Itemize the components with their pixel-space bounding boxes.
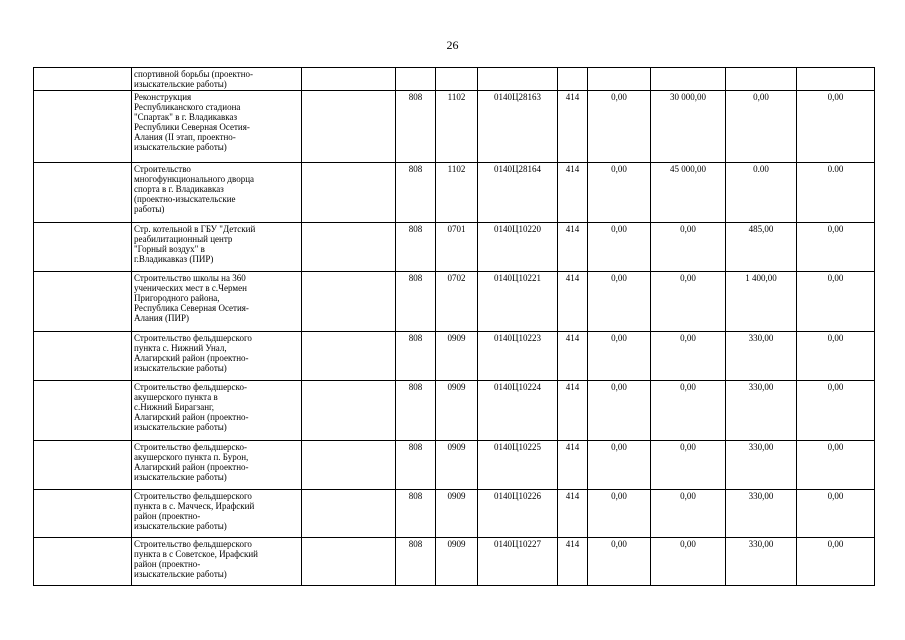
target-code-cell: 0140Ц28163 [478,91,558,163]
amount-4-cell: 0,00 [797,91,875,163]
target-code-cell: 0140Ц10223 [478,332,558,381]
ministry-code-cell: 808 [396,538,436,586]
section-code-cell: 0909 [436,332,478,381]
table-row [34,163,875,223]
blank-cell [34,163,132,223]
amount-3-cell: 0,00 [726,91,797,163]
blank-cell [34,490,132,538]
target-code-cell: 0140Ц10227 [478,538,558,586]
amount-4-cell: 0,00 [797,272,875,332]
amount-4-cell: 0,00 [797,381,875,441]
blank-cell [302,538,396,586]
amount-4-cell: 0,00 [797,332,875,381]
expense-type-cell: 414 [558,381,588,441]
amount-2-cell: 0,00 [651,538,726,586]
table-row [34,381,875,441]
amount-1-cell: 0,00 [588,490,651,538]
amount-1-cell [588,68,651,91]
item-name-cell: Строительство школы на 360 ученических мест в с.Чермен Пригородного района, Республика Северная Осетия- Алания (ПИР) [132,272,302,332]
amount-1-cell: 0,00 [588,163,651,223]
table-row [34,272,875,332]
ministry-code-cell: 808 [396,332,436,381]
blank-cell [34,381,132,441]
ministry-code-cell: 808 [396,272,436,332]
amount-2-cell: 0,00 [651,441,726,490]
blank-cell [302,490,396,538]
amount-2-cell: 0,00 [651,490,726,538]
expense-type-cell: 414 [558,272,588,332]
blank-cell [302,68,396,91]
amount-1-cell: 0,00 [588,441,651,490]
expense-type-cell: 414 [558,490,588,538]
amount-1-cell: 0,00 [588,272,651,332]
target-code-cell: 0140Ц10221 [478,272,558,332]
amount-3-cell: 330,00 [726,441,797,490]
table-row [34,538,875,586]
blank-cell [302,163,396,223]
item-name-cell: Строительство фельдшерско- акушерского пункта п. Бурон, Алагирский район (проектно- изыскательские работы) [132,441,302,490]
page-number: 26 [446,38,459,52]
ministry-code-cell: 808 [396,91,436,163]
expense-type-cell: 414 [558,538,588,586]
section-code-cell: 0909 [436,490,478,538]
item-name-cell: Строительство фельдшерского пункта в с Советское, Ирафский район (проектно- изыскательские работы) [132,538,302,586]
item-name-cell: Реконструкция Республиканского стадиона "Спартак" в г. Владикавказ Республики Северная Осетия- Алания (II этап, проектно- изыскательские работы) [132,91,302,163]
amount-1-cell: 0,00 [588,91,651,163]
target-code-cell: 0140Ц10225 [478,441,558,490]
item-name-cell: спортивной борьбы (проектно- изыскательские работы) [132,68,302,91]
ministry-code-cell: 808 [396,490,436,538]
target-code-cell: 0140Ц10224 [478,381,558,441]
section-code-cell: 0909 [436,381,478,441]
target-code-cell: 0140Ц28164 [478,163,558,223]
blank-cell [302,381,396,441]
budget-table-body [34,68,875,586]
amount-2-cell: 0,00 [651,381,726,441]
amount-1-cell: 0,00 [588,223,651,272]
section-code-cell: 0909 [436,538,478,586]
amount-2-cell: 30 000,00 [651,91,726,163]
blank-cell [34,272,132,332]
amount-1-cell: 0,00 [588,538,651,586]
blank-cell [34,441,132,490]
expense-type-cell [558,68,588,91]
target-code-cell [478,68,558,91]
amount-2-cell: 0,00 [651,223,726,272]
amount-4-cell: 0.00 [797,163,875,223]
table-row [34,332,875,381]
budget-table [33,67,875,586]
amount-4-cell: 0,00 [797,490,875,538]
amount-2-cell [651,68,726,91]
amount-2-cell: 0,00 [651,272,726,332]
section-code-cell: 0702 [436,272,478,332]
expense-type-cell: 414 [558,91,588,163]
amount-3-cell: 485,00 [726,223,797,272]
blank-cell [302,91,396,163]
amount-3-cell: 0.00 [726,163,797,223]
amount-3-cell: 330,00 [726,381,797,441]
amount-3-cell: 330,00 [726,490,797,538]
item-name-cell: Строительство фельдшерского пункта в с. Мачческ, Ирафский район (проектно- изыскательские работы) [132,490,302,538]
section-code-cell: 0909 [436,441,478,490]
amount-2-cell: 45 000,00 [651,163,726,223]
blank-cell [34,332,132,381]
expense-type-cell: 414 [558,441,588,490]
expense-type-cell: 414 [558,332,588,381]
amount-1-cell: 0,00 [588,332,651,381]
amount-4-cell: 0,00 [797,441,875,490]
ministry-code-cell: 808 [396,441,436,490]
target-code-cell: 0140Ц10226 [478,490,558,538]
ministry-code-cell [396,68,436,91]
table-row [34,441,875,490]
amount-4-cell: 0,00 [797,223,875,272]
blank-cell [34,223,132,272]
amount-4-cell [797,68,875,91]
amount-1-cell: 0,00 [588,381,651,441]
section-code-cell [436,68,478,91]
target-code-cell: 0140Ц10220 [478,223,558,272]
ministry-code-cell: 808 [396,163,436,223]
table-row [34,490,875,538]
ministry-code-cell: 808 [396,223,436,272]
amount-2-cell: 0,00 [651,332,726,381]
item-name-cell: Строительство фельдшерского пункта с. Нижний Унал, Алагирский район (проектно- изыскательские работы) [132,332,302,381]
blank-cell [34,538,132,586]
amount-3-cell: 1 400,00 [726,272,797,332]
section-code-cell: 1102 [436,163,478,223]
item-name-cell: Строительство многофункционального дворца спорта в г. Владикавказ (проектно-изыскательские работы) [132,163,302,223]
expense-type-cell: 414 [558,223,588,272]
blank-cell [34,68,132,91]
table-row [34,91,875,163]
amount-4-cell: 0,00 [797,538,875,586]
blank-cell [302,223,396,272]
blank-cell [302,441,396,490]
section-code-cell: 1102 [436,91,478,163]
table-row [34,68,875,91]
blank-cell [302,332,396,381]
table-row [34,223,875,272]
ministry-code-cell: 808 [396,381,436,441]
blank-cell [34,91,132,163]
amount-3-cell: 330,00 [726,332,797,381]
item-name-cell: Стр. котельной в ГБУ "Детский реабилитационный центр "Горный воздух" в г.Владикавказ (ПИР) [132,223,302,272]
section-code-cell: 0701 [436,223,478,272]
expense-type-cell: 414 [558,163,588,223]
blank-cell [302,272,396,332]
item-name-cell: Строительство фельдшерско- акушерского пункта в с.Нижний Бирагзанг, Алагирский район (проектно- изыскательские работы) [132,381,302,441]
amount-3-cell: 330,00 [726,538,797,586]
amount-3-cell [726,68,797,91]
